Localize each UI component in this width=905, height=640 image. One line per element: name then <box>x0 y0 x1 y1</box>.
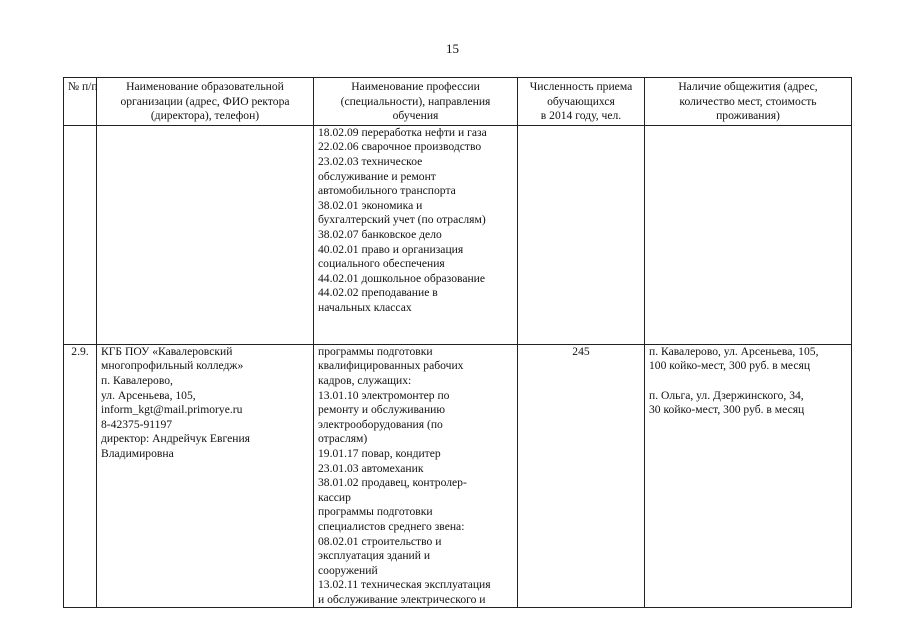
table-header-row <box>64 78 852 126</box>
email-text: inform_kgt@mail.primorye.ru <box>101 403 243 417</box>
page-number: 15 <box>446 41 459 56</box>
cell-dormitory <box>645 125 852 344</box>
header-organization: Наименование образовательной организации (адрес, ФИО ректора (директора), телефон) <box>97 78 314 126</box>
cell-professions: программы подготовки квалифицированных рабочих кадров, служащих: 13.01.10 электромонтер по ремонту и обслуживанию электрооборудования (по отраслям) 19.01.17 повар, кондитер 23.01.03 автомеханик 38.01.02 продавец, контролер- кассир программы подготовки специалистов среднего звена: 08.02.01 строительство и эксплуатация зданий и сооружений 13.02.11 техническая эксплуатация и обслуживание электрического и <box>314 344 518 608</box>
institutions-table <box>63 77 852 608</box>
cell-organization: КГБ ПОУ «Кавалеровский многопрофильный колледж» п. Кавалерово, ул. Арсеньева, 105, inform_kgt@mail.primorye.ru 8-42375-91197 директор: Андрейчук Евгения Владимировна <box>97 344 314 608</box>
cell-organization <box>97 125 314 344</box>
header-enrollment: Численность приема обучающихся в 2014 году, чел. <box>518 78 645 126</box>
table-row <box>64 344 852 608</box>
cell-professions: 18.02.09 переработка нефти и газа 22.02.06 сварочное производство 23.02.03 техническое обслуживание и ремонт автомобильного транспорта 38.02.01 экономика и бухгалтерский учет (по отраслям) 38.02.07 банковское дело 40.02.01 право и организация социального обеспечения 44.02.01 дошкольное образование 44.02.02 преподавание в начальных классах <box>314 125 518 344</box>
header-professions: Наименование профессии (специальности), направления обучения <box>314 78 518 126</box>
header-dormitory: Наличие общежития (адрес, количество мест, стоимость проживания) <box>645 78 852 126</box>
cell-number: 2.9. <box>64 344 97 608</box>
spacer <box>649 374 847 389</box>
cell-number <box>64 125 97 344</box>
cell-dormitory: п. Кавалерово, ул. Арсеньева, 105, 100 койко-мест, 300 руб. в месяц п. Ольга, ул. Дзержинского, 34, 30 койко-мест, 300 руб. в месяц <box>645 344 852 608</box>
cell-enrollment <box>518 125 645 344</box>
table-row <box>64 125 852 344</box>
phone-text: 8-42375-91197 <box>101 417 173 431</box>
header-number: № п/п <box>64 78 97 126</box>
cell-enrollment: 245 <box>518 344 645 608</box>
